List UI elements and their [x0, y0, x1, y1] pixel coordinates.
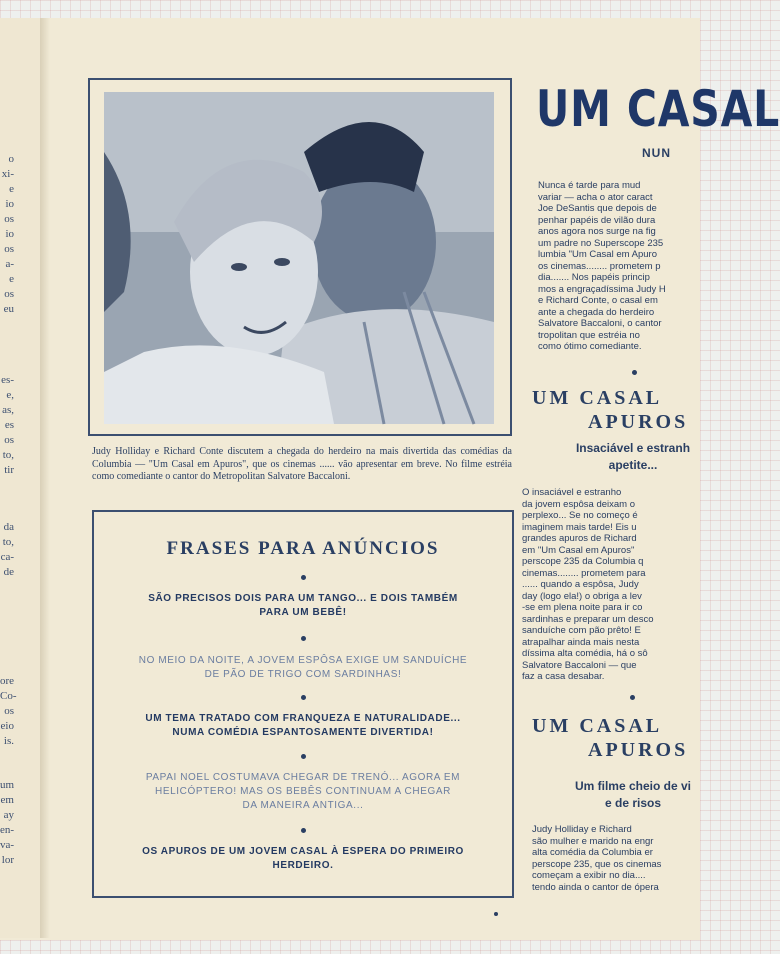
- left-fragment-line: os: [4, 434, 14, 446]
- right-subheading-3: [548, 778, 718, 812]
- phrase-line: HERDEIRO.: [272, 860, 334, 871]
- paragraph-line: sardinhas e preparar um desco: [522, 613, 654, 625]
- left-fragment-line: es-: [1, 374, 14, 386]
- phrase-line: DA MANEIRA ANTIGA...: [242, 800, 364, 811]
- left-fragment-line: ca-: [0, 551, 14, 563]
- paragraph-line: O insaciável e estranho: [522, 487, 622, 498]
- left-fragment-line: lor: [1, 854, 14, 866]
- paragraph-line: ...... quando a espôsa, Judy: [522, 579, 639, 590]
- paragraph-line: atrapalhar ainda mais nesta: [522, 636, 640, 648]
- paragraph-line: variar — acha o ator caract: [538, 191, 653, 203]
- paragraph-line: díssima alta comédia, há o sô: [522, 648, 648, 659]
- subheading-line: e de risos: [604, 796, 662, 810]
- right-paragraph-2: [522, 487, 702, 683]
- paragraph-line: perscope 235, que os cinemas: [532, 858, 662, 870]
- film-still-photo: [104, 92, 494, 424]
- left-fragment-line: to,: [2, 449, 14, 461]
- left-fragment-line: io: [5, 228, 14, 240]
- heading-line: UM CASAL: [532, 715, 663, 737]
- subheading-line: Um filme cheio de vi: [574, 779, 692, 793]
- phrase-line: PARA UM BEBÊ!: [259, 607, 347, 618]
- paragraph-line: alta comédia da Columbia er: [532, 847, 653, 858]
- left-fragment-line: e,: [6, 389, 14, 401]
- paragraph-line: anos agora nos surge na fig: [538, 226, 656, 237]
- phrase-line: OS APUROS DE UM JOVEM CASAL À ESPERA DO PRIMEIRO: [142, 846, 464, 857]
- phrase-1: [104, 592, 502, 620]
- phrase-4: [104, 771, 502, 813]
- left-fragment-line: io: [5, 198, 14, 210]
- left-fragment-line: tir: [4, 464, 14, 476]
- subheading-line: apetite...: [608, 458, 658, 472]
- left-fragment-line: os: [4, 213, 14, 225]
- right-title: UM CASAL: [536, 80, 780, 138]
- stray-dot: [494, 912, 498, 916]
- left-fragment-line: os: [4, 288, 14, 300]
- paragraph-line: Salvatore Baccaloni, o cantor: [538, 318, 662, 329]
- paragraph-line: um padre no Superscope 235: [538, 237, 664, 249]
- paragraph-line: Nunca é tarde para mud: [538, 180, 641, 191]
- paragraph-line: são mulher e marido na engr: [532, 835, 654, 847]
- right-subheading-2: [548, 440, 718, 474]
- phrase-line: PAPAI NOEL COSTUMAVA CHEGAR DE TRENÓ... AGORA EM: [145, 772, 461, 783]
- right-subtitle: NUN: [642, 146, 671, 160]
- left-fragment-line: e: [9, 273, 14, 285]
- left-fragment-line: xi-: [1, 168, 14, 180]
- paragraph-line: começam a exibir no dia....: [532, 870, 646, 881]
- left-fragment-block: [0, 520, 14, 580]
- photo-caption: Judy Holliday e Richard Conte discutem a chegada do herdeiro na mais divertida das comédias da Columbia — "Um Casal em Apuros", que os cinemas ...... vão apresentar em breve. No filme estréia como comediante o cantor do Metropolitan Salvatore Baccaloni.: [92, 446, 512, 482]
- bullet-dot: [301, 754, 306, 759]
- left-fragment-line: os: [4, 705, 14, 717]
- bullet-dot: [301, 828, 306, 833]
- heading-line: UM CASAL: [532, 387, 663, 409]
- left-fragment-block: [0, 778, 14, 868]
- phrase-line: HELICÓPTERO! MAS OS BEBÊS CONTINUAM A CHEGAR: [155, 786, 451, 797]
- paragraph-line: perplexo... Se no começo é: [522, 510, 638, 521]
- page-fold: [40, 18, 50, 938]
- paragraph-line: Joe DeSantis que depois de: [538, 203, 657, 214]
- bullet-dot: [301, 695, 306, 700]
- left-fragment-line: ore: [0, 675, 15, 687]
- paragraph-line: cinemas........ prometem para: [522, 567, 646, 579]
- paragraph-line: sanduíche com pão prêto! E: [522, 625, 641, 636]
- paragraph-line: lumbia "Um Casal em Apuro: [538, 249, 658, 260]
- bullet-dot: [301, 575, 306, 580]
- paragraph-line: day (logo ela!) o obriga a lev: [522, 590, 642, 602]
- phrase-5: [104, 845, 502, 873]
- left-fragment-line: to,: [2, 536, 14, 548]
- left-fragment-line: en-: [0, 824, 15, 836]
- left-fragment-line: ay: [3, 809, 14, 821]
- phrase-2: [104, 654, 502, 682]
- left-fragment-line: da: [3, 521, 14, 533]
- left-fragment-line: em: [0, 794, 14, 806]
- left-fragment-line: e: [9, 183, 14, 195]
- paragraph-line: como ótimo comediante.: [538, 341, 642, 352]
- paragraph-line: e Richard Conte, o casal em: [538, 295, 658, 306]
- subheading-line: Insaciável e estranh: [575, 441, 691, 455]
- left-fragment-line: Co-: [0, 690, 17, 702]
- paragraph-line: imaginem mais tarde! Eis u: [522, 521, 637, 533]
- left-fragment-line: o: [8, 153, 14, 165]
- left-fragment-line: os: [4, 243, 14, 255]
- right-paragraph-3: [532, 824, 712, 893]
- paragraph-line: ante a chegada do herdeiro: [538, 306, 655, 318]
- left-fragment-line: a-: [5, 258, 14, 270]
- left-fragment-line: de: [3, 566, 14, 578]
- bullet-dot: [630, 695, 635, 700]
- phrase-line: NUMA COMÉDIA ESPANTOSAMENTE DIVERTIDA!: [172, 727, 434, 738]
- bullet-dot: [632, 370, 637, 375]
- left-fragment-line: um: [0, 779, 15, 791]
- left-fragment-block: [0, 152, 14, 317]
- left-fragment-line: is.: [3, 735, 14, 747]
- phrase-line: NO MEIO DA NOITE, A JOVEM ESPÔSA EXIGE UM SANDUÍCHE: [138, 655, 468, 666]
- paragraph-line: mos a engraçadíssima Judy H: [538, 283, 666, 295]
- paragraph-line: em "Um Casal em Apuros": [522, 544, 635, 556]
- paragraph-line: -se em plena noite para ir co: [522, 602, 643, 613]
- phrase-line: UM TEMA TRATADO COM FRANQUEZA E NATURALIDADE...: [145, 713, 461, 724]
- heading-line: APUROS: [588, 411, 689, 433]
- phrase-line: SÃO PRECISOS DOIS PARA UM TANGO... E DOIS TAMBÉM: [148, 593, 458, 604]
- phrase-line: DE PÃO DE TRIGO COM SARDINHAS!: [204, 669, 402, 680]
- right-paragraph-1: [538, 180, 718, 353]
- right-heading-2: [532, 386, 732, 434]
- paragraph-line: grandes apuros de Richard: [522, 533, 637, 544]
- paragraph-line: tropolitan que estréia no: [538, 329, 640, 341]
- paragraph-line: Judy Holliday e Richard: [532, 824, 632, 835]
- left-fragment-line: eu: [3, 303, 14, 315]
- phrase-3: [104, 712, 502, 740]
- left-fragment-line: as,: [2, 404, 14, 416]
- paragraph-line: os cinemas........ prometem p: [538, 260, 661, 272]
- heading-line: APUROS: [588, 739, 689, 761]
- paragraph-line: Salvatore Baccaloni — que: [522, 659, 637, 671]
- left-fragment-block: [0, 373, 14, 478]
- left-fragment-line: va-: [0, 839, 15, 851]
- left-fragment-line: es: [4, 419, 14, 431]
- paragraph-line: penhar papéis de vilão dura: [538, 214, 656, 226]
- bullet-dot: [301, 636, 306, 641]
- left-fragment-block: [0, 674, 17, 749]
- right-heading-3: [532, 714, 732, 762]
- frases-box: [92, 510, 514, 898]
- paragraph-line: da jovem espôsa deixam o: [522, 498, 636, 510]
- paragraph-line: dia....... Nos papéis princip: [538, 272, 650, 283]
- paragraph-line: perscope 235 da Columbia q: [522, 556, 644, 567]
- paragraph-line: tendo ainda o cantor de ópera: [532, 881, 659, 893]
- left-fragment-line: eio: [0, 720, 14, 732]
- frases-title: FRASES PARA ANÚNCIOS: [166, 538, 440, 559]
- paragraph-line: faz a casa desabar.: [522, 671, 605, 682]
